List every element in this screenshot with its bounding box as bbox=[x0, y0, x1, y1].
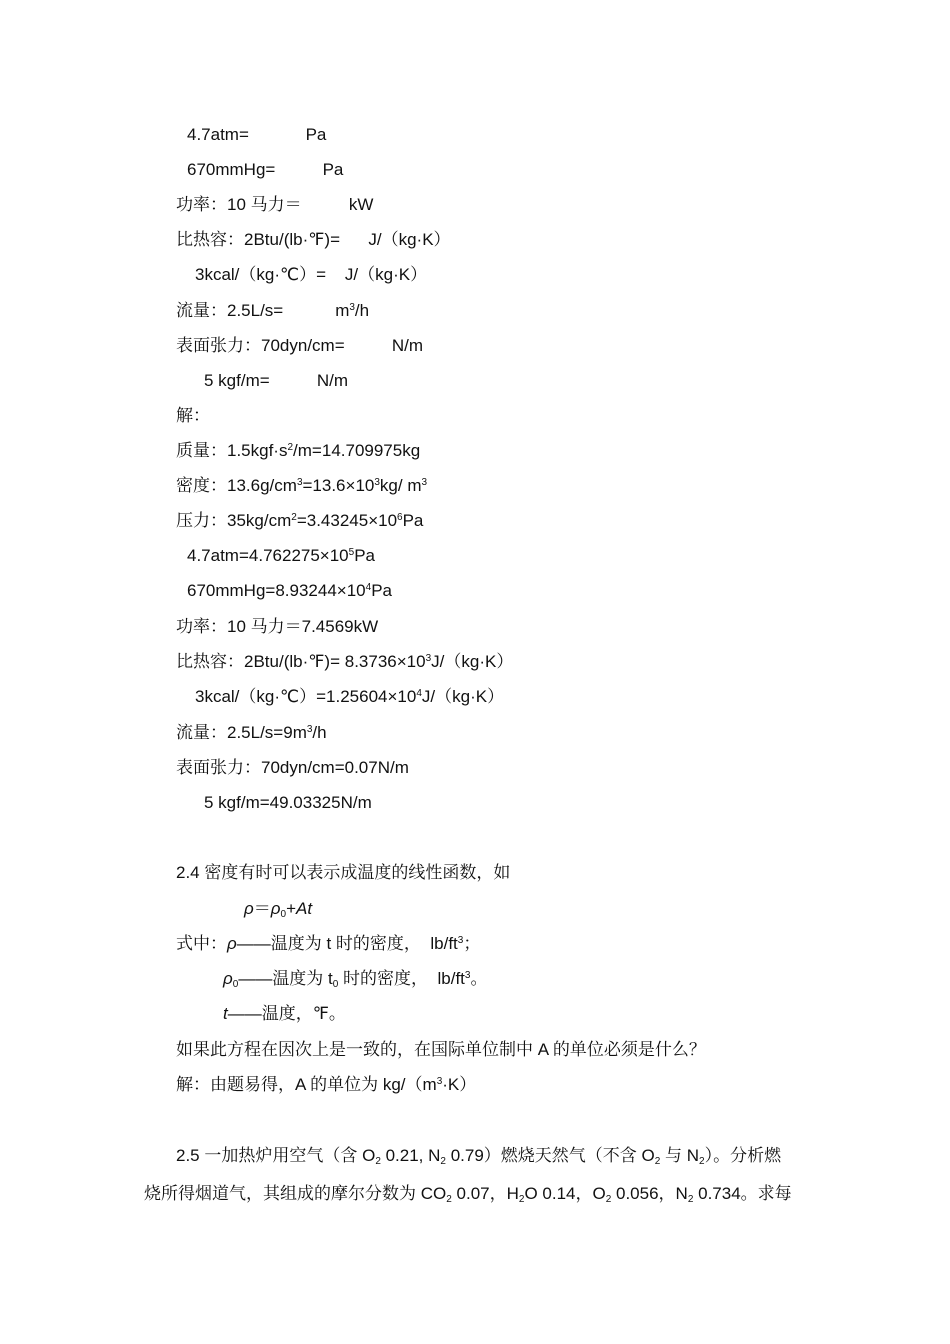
text-line: $\rho_0——$温度为 $t_0$ 时的密度， $lb/ft^3$。 bbox=[223, 969, 488, 990]
text-line: t——温度，℉。 bbox=[223, 1004, 346, 1023]
text-line: 5 kgf/m= N/m bbox=[204, 371, 349, 390]
text-line: $4.7atm=4.762275\times 10^5Pa$ bbox=[187, 546, 376, 565]
text-line: 4.7atm= Pa bbox=[187, 125, 327, 144]
text-line: $3kcal/(kg\cdot℃)=1.25604\times 10^4J/(kg\cdot K)$ bbox=[195, 687, 505, 706]
text-line: 流量：2.5L/s= $m^3/h$ bbox=[176, 301, 370, 320]
text-line: 如果此方程在因次上是一致的，在国际单位制中 A 的单位必须是什么？ bbox=[176, 1040, 706, 1059]
text-line: 3kcal/（kg·℃）= J/（kg·K） bbox=[195, 265, 428, 284]
text-line: 比热容：2Btu/(lb·℉)= J/（kg·K） bbox=[176, 230, 451, 249]
text-line: 5 kgf/m=49.03325N/m bbox=[204, 793, 372, 812]
text-line: 670mmHg= Pa bbox=[187, 160, 344, 179]
text-line: 比热容：2Btu/(lb·℉)= $8.3736\times 10^3J/(kg\cdot K)$ bbox=[176, 652, 514, 671]
text-line: 质量：$1.5kgf\cdot s^2/m=14.709975kg$ bbox=[176, 441, 421, 460]
solution-heading: 解： bbox=[176, 406, 210, 425]
text-line: 功率：10 马力＝ kW bbox=[176, 195, 374, 214]
equation: $\rho=\rho_0+At$ bbox=[244, 899, 313, 920]
text-line: 压力：$35kg/cm^2=3.43245\times 10^6Pa$ bbox=[176, 511, 424, 530]
text-line: 表面张力：70dyn/cm=0.07N/m bbox=[176, 758, 409, 777]
text-line: 表面张力：70dyn/cm= N/m bbox=[176, 336, 424, 355]
text-line: 功率：10 马力＝7.4569kW bbox=[176, 617, 379, 636]
text-line: $670mmHg=8.93244\times 10^4Pa$ bbox=[187, 581, 392, 600]
text-line: 烧所得烟道气，其组成的摩尔分数为 $CO_2$ 0.07，$H_2O$ 0.14，$O_2$ 0.056，$N_2$ 0.734。求每 bbox=[144, 1184, 792, 1205]
text-line: 式中：ρ——温度为 t 时的密度， $lb/ft^3$； bbox=[176, 934, 481, 953]
problem-2-5-statement: 2.5 一加热炉用空气（含 $O_2$ 0.21, $N_2$ 0.79）燃烧天然气（不含 $O_2$ 与 $N_2$）。分析燃 bbox=[176, 1146, 782, 1167]
problem-2-4-statement: 2.4 密度有时可以表示成温度的线性函数，如 bbox=[176, 863, 511, 882]
text-line: 解：由题易得，A 的单位为 $kg/(m^3\cdot K)$ bbox=[176, 1075, 477, 1094]
text-line: 密度：$13.6g/cm^3=13.6\times 10^3kg/$ $m^3$ bbox=[176, 476, 428, 495]
text-line: 流量：$2.5L/s=9m^3/h$ bbox=[176, 723, 327, 742]
